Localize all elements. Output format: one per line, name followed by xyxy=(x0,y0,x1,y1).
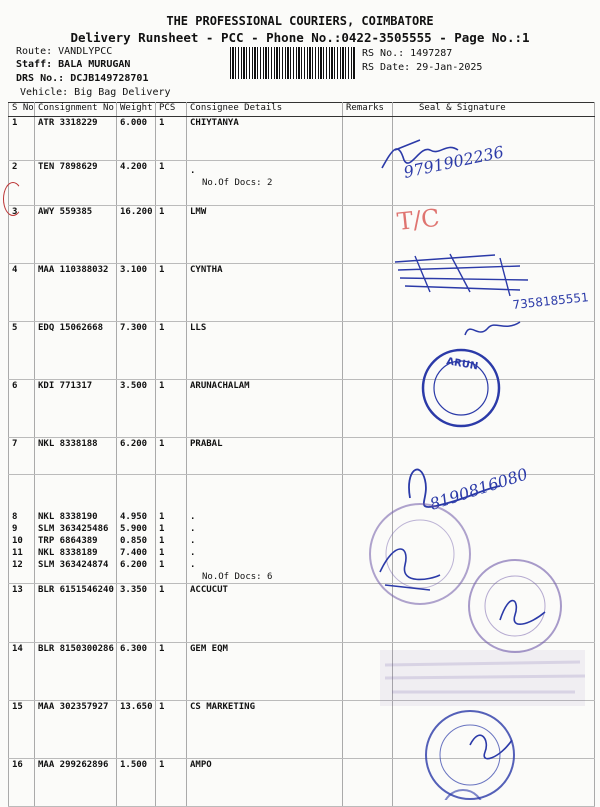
cell-pcs-value: 1 xyxy=(159,524,165,534)
cell-pcs-value: 1 xyxy=(159,536,165,546)
cell-det xyxy=(187,117,343,161)
cell-det-value: . xyxy=(190,536,196,546)
col-sno: S No xyxy=(9,103,35,117)
table-row xyxy=(9,264,595,322)
cell-pcs-value: 1 xyxy=(159,118,165,128)
cell-det xyxy=(187,161,343,206)
cell-cno-value: TEN 7898629 xyxy=(38,162,98,172)
cell-det xyxy=(187,380,343,438)
cell-pcs xyxy=(156,264,187,322)
cell-det xyxy=(187,322,343,380)
cell-pcs xyxy=(156,759,187,807)
cell-wt-value: 7.300 xyxy=(120,323,148,333)
cell-sno xyxy=(9,643,35,701)
cell-pcs xyxy=(156,117,187,161)
cell-det-value: PRABAL xyxy=(190,439,223,449)
col-weight: Weight xyxy=(117,103,156,117)
cell-cno-value: EDQ 15062668 xyxy=(38,323,104,333)
cell-cno xyxy=(35,584,117,643)
cell-remarks xyxy=(343,701,393,759)
stamp-arun-text: ARUN xyxy=(445,356,479,373)
table-row xyxy=(9,759,595,807)
cell-wt-value: 1.500 xyxy=(120,760,148,770)
cell-pcs-value: 1 xyxy=(159,512,165,522)
cell-det-value: CS MARKETING xyxy=(190,702,256,712)
cell-det-value: LLS xyxy=(190,323,207,333)
cell-cno-value: KDI 771317 xyxy=(38,381,93,391)
cell-remarks xyxy=(343,438,393,475)
cell-seal-signature xyxy=(393,264,595,322)
table-row xyxy=(9,584,595,643)
cell-wt xyxy=(117,643,156,701)
cell-seal-signature xyxy=(393,117,595,161)
cell-det-value: GEM EQM xyxy=(190,644,228,654)
cell-wt xyxy=(117,117,156,161)
cell-pcs xyxy=(156,322,187,380)
cell-sno xyxy=(9,264,35,322)
cell-cno xyxy=(35,380,117,438)
cell-wt xyxy=(117,701,156,759)
table-row xyxy=(9,701,595,759)
cell-seal-signature xyxy=(393,759,595,807)
route-text: Route: VANDLYPCC xyxy=(16,46,113,57)
cell-det-value: . xyxy=(190,524,196,534)
docs-count: No.Of Docs: 2 xyxy=(202,178,273,188)
cell-det xyxy=(187,584,343,643)
cell-remarks xyxy=(343,643,393,701)
cell-pcs-value: 1 xyxy=(159,162,165,172)
cell-cno-value: MAA 110388032 xyxy=(38,265,109,275)
barcode xyxy=(230,47,356,79)
cell-det-value: . xyxy=(190,512,196,522)
cell-cno-value: AWY 559385 xyxy=(38,207,93,217)
cell-sno xyxy=(9,438,35,475)
cell-det-value: LMW xyxy=(190,207,207,217)
cell-det-value: ARUNACHALAM xyxy=(190,381,250,391)
cell-sno xyxy=(9,475,35,584)
drs-label: DRS No.: xyxy=(16,73,65,84)
cell-remarks xyxy=(343,206,393,264)
cell-cno xyxy=(35,701,117,759)
cell-wt-value: 16.200 xyxy=(120,207,153,217)
cell-cno-value: SLM 363425486 xyxy=(38,524,109,534)
cell-pcs-value: 1 xyxy=(159,548,165,558)
cell-pcs xyxy=(156,475,187,584)
table-row xyxy=(9,161,595,206)
handwritten-circle-mark xyxy=(3,182,23,216)
cell-cno xyxy=(35,206,117,264)
cell-det-value: CHIYTANYA xyxy=(190,118,239,128)
phone-2-text: 7358185551 xyxy=(511,290,590,312)
cell-sno-value: 4 xyxy=(12,265,18,275)
cell-wt xyxy=(117,584,156,643)
table-row xyxy=(9,643,595,701)
cell-pcs-value: 1 xyxy=(159,560,165,570)
cell-wt xyxy=(117,322,156,380)
cell-sno-value: 6 xyxy=(12,381,18,391)
cell-det-value: . xyxy=(190,166,196,176)
table-header xyxy=(9,103,595,117)
cell-cno-value: NKL 8338188 xyxy=(38,439,98,449)
cell-wt-value: 6.200 xyxy=(120,560,148,570)
cell-cno xyxy=(35,643,117,701)
cell-cno-value: BLR 8150300286 xyxy=(38,644,114,654)
cell-sno-value: 9 xyxy=(12,524,18,534)
cell-seal-signature xyxy=(393,322,595,380)
docs-count: No.Of Docs: 6 xyxy=(202,572,273,582)
cell-sno xyxy=(9,759,35,807)
cell-pcs-value: 1 xyxy=(159,439,165,449)
cell-wt xyxy=(117,438,156,475)
cell-seal-signature xyxy=(393,643,595,701)
cell-pcs-value: 1 xyxy=(159,585,165,595)
cell-sno xyxy=(9,584,35,643)
cell-pcs-value: 1 xyxy=(159,644,165,654)
cell-det-value: CYNTHA xyxy=(190,265,223,275)
table-row xyxy=(9,117,595,161)
cell-sno xyxy=(9,701,35,759)
cell-cno-value: NKL 8338190 xyxy=(38,512,98,522)
cell-pcs-value: 1 xyxy=(159,265,165,275)
col-pcs: PCS xyxy=(156,103,187,117)
cell-det xyxy=(187,759,343,807)
cell-wt-value: 0.850 xyxy=(120,536,148,546)
cell-seal-signature xyxy=(393,584,595,643)
cell-pcs xyxy=(156,643,187,701)
cell-cno-value: MAA 299262896 xyxy=(38,760,109,770)
cell-sno-value: 15 xyxy=(12,702,23,712)
cell-det-value: AMPO xyxy=(190,760,212,770)
cell-sno-value: 16 xyxy=(12,760,23,770)
col-remarks: Remarks xyxy=(343,103,393,117)
staff-value: BALA MURUGAN xyxy=(58,59,131,70)
cell-sno-value: 8 xyxy=(12,512,18,522)
cell-wt-value: 7.400 xyxy=(120,548,148,558)
cell-pcs-value: 1 xyxy=(159,323,165,333)
cell-pcs xyxy=(156,206,187,264)
table-row xyxy=(9,438,595,475)
cell-wt-value: 6.300 xyxy=(120,644,148,654)
cell-wt-value: 13.650 xyxy=(120,702,153,712)
drs-value: DCJB149728701 xyxy=(70,73,149,84)
cell-cno-value: SLM 363424874 xyxy=(38,560,109,570)
cell-pcs-value: 1 xyxy=(159,702,165,712)
phone-3-text: 8190816080 xyxy=(427,464,531,514)
cell-seal-signature xyxy=(393,701,595,759)
cell-det xyxy=(187,701,343,759)
cell-pcs-value: 1 xyxy=(159,381,165,391)
cell-det xyxy=(187,206,343,264)
table-row xyxy=(9,475,595,584)
cell-sno-value: 3 xyxy=(12,207,18,217)
cell-seal-signature xyxy=(393,161,595,206)
cell-seal-signature xyxy=(393,475,595,584)
cell-cno xyxy=(35,264,117,322)
col-consignee: Consignee Details xyxy=(187,103,343,117)
cell-wt xyxy=(117,380,156,438)
cell-remarks xyxy=(343,584,393,643)
staff-label: Staff: xyxy=(16,59,53,70)
cell-cno xyxy=(35,438,117,475)
cell-wt-value: 6.000 xyxy=(120,118,148,128)
cell-cno-value: NKL 8338189 xyxy=(38,548,98,558)
tc-note: T/C xyxy=(395,203,441,236)
cell-det-value: ACCUCUT xyxy=(190,585,228,595)
cell-remarks xyxy=(343,117,393,161)
cell-remarks xyxy=(343,322,393,380)
cell-wt-value: 3.500 xyxy=(120,381,148,391)
rs-date: RS Date: 29-Jan-2025 xyxy=(362,62,483,73)
cell-cno xyxy=(35,117,117,161)
table-row xyxy=(9,206,595,264)
cell-det xyxy=(187,643,343,701)
vehicle-text: Vehicle: Big Bag Delivery xyxy=(20,87,171,98)
cell-wt-value: 5.900 xyxy=(120,524,148,534)
cell-sno-value: 11 xyxy=(12,548,23,558)
cell-sno-value: 14 xyxy=(12,644,23,654)
cell-pcs xyxy=(156,161,187,206)
phone-1-text: 9791902236 xyxy=(401,142,506,182)
cell-sno-value: 2 xyxy=(12,162,18,172)
cell-det xyxy=(187,475,343,584)
cell-cno xyxy=(35,161,117,206)
runsheet-title: THE PROFESSIONAL COURIERS, COIMBATORE xyxy=(166,14,434,28)
drs-line xyxy=(16,73,148,84)
runsheet-table xyxy=(8,102,595,807)
cell-pcs xyxy=(156,438,187,475)
table-row xyxy=(9,380,595,438)
runsheet-subtitle: Delivery Runsheet - PCC - Phone No.:0422-3505555 - Page No.:1 xyxy=(70,30,530,45)
cell-sno-value: 10 xyxy=(12,536,23,546)
cell-sno-value: 12 xyxy=(12,560,23,570)
cell-remarks xyxy=(343,264,393,322)
cell-wt-value: 6.200 xyxy=(120,439,148,449)
cell-cno-value: ATR 3318229 xyxy=(38,118,98,128)
cell-pcs xyxy=(156,701,187,759)
cell-cno-value: BLR 6151546240 xyxy=(38,585,114,595)
cell-wt xyxy=(117,161,156,206)
rs-number: RS No.: 1497287 xyxy=(362,48,453,59)
cell-det xyxy=(187,264,343,322)
cell-remarks xyxy=(343,759,393,807)
cell-wt xyxy=(117,475,156,584)
cell-sno-value: 1 xyxy=(12,118,18,128)
cell-cno-value: MAA 302357927 xyxy=(38,702,109,712)
cell-wt-value: 4.950 xyxy=(120,512,148,522)
cell-cno xyxy=(35,759,117,807)
cell-pcs-value: 1 xyxy=(159,760,165,770)
cell-remarks xyxy=(343,161,393,206)
cell-sno xyxy=(9,322,35,380)
cell-sno-value: 13 xyxy=(12,585,23,595)
cell-pcs-value: 1 xyxy=(159,207,165,217)
cell-sno-value: 7 xyxy=(12,439,18,449)
cell-seal-signature xyxy=(393,438,595,475)
cell-pcs xyxy=(156,380,187,438)
table-row xyxy=(9,322,595,380)
cell-sno-value: 5 xyxy=(12,323,18,333)
cell-cno-value: TRP 6864389 xyxy=(38,536,98,546)
cell-det-value: . xyxy=(190,560,196,570)
col-seal-signature: Seal & Signature xyxy=(393,103,595,117)
cell-wt xyxy=(117,206,156,264)
cell-remarks xyxy=(343,475,393,584)
cell-det xyxy=(187,438,343,475)
col-consignment: Consignment No xyxy=(35,103,117,117)
cell-sno xyxy=(9,117,35,161)
cell-wt-value: 4.200 xyxy=(120,162,148,172)
cell-remarks xyxy=(343,380,393,438)
staff-line xyxy=(16,59,130,70)
cell-pcs xyxy=(156,584,187,643)
cell-wt-value: 3.100 xyxy=(120,265,148,275)
cell-wt-value: 3.350 xyxy=(120,585,148,595)
cell-wt xyxy=(117,264,156,322)
cell-cno xyxy=(35,475,117,584)
cell-cno xyxy=(35,322,117,380)
cell-sno xyxy=(9,380,35,438)
cell-seal-signature xyxy=(393,380,595,438)
cell-seal-signature xyxy=(393,203,595,264)
cell-wt xyxy=(117,759,156,807)
cell-det-value: . xyxy=(190,548,196,558)
